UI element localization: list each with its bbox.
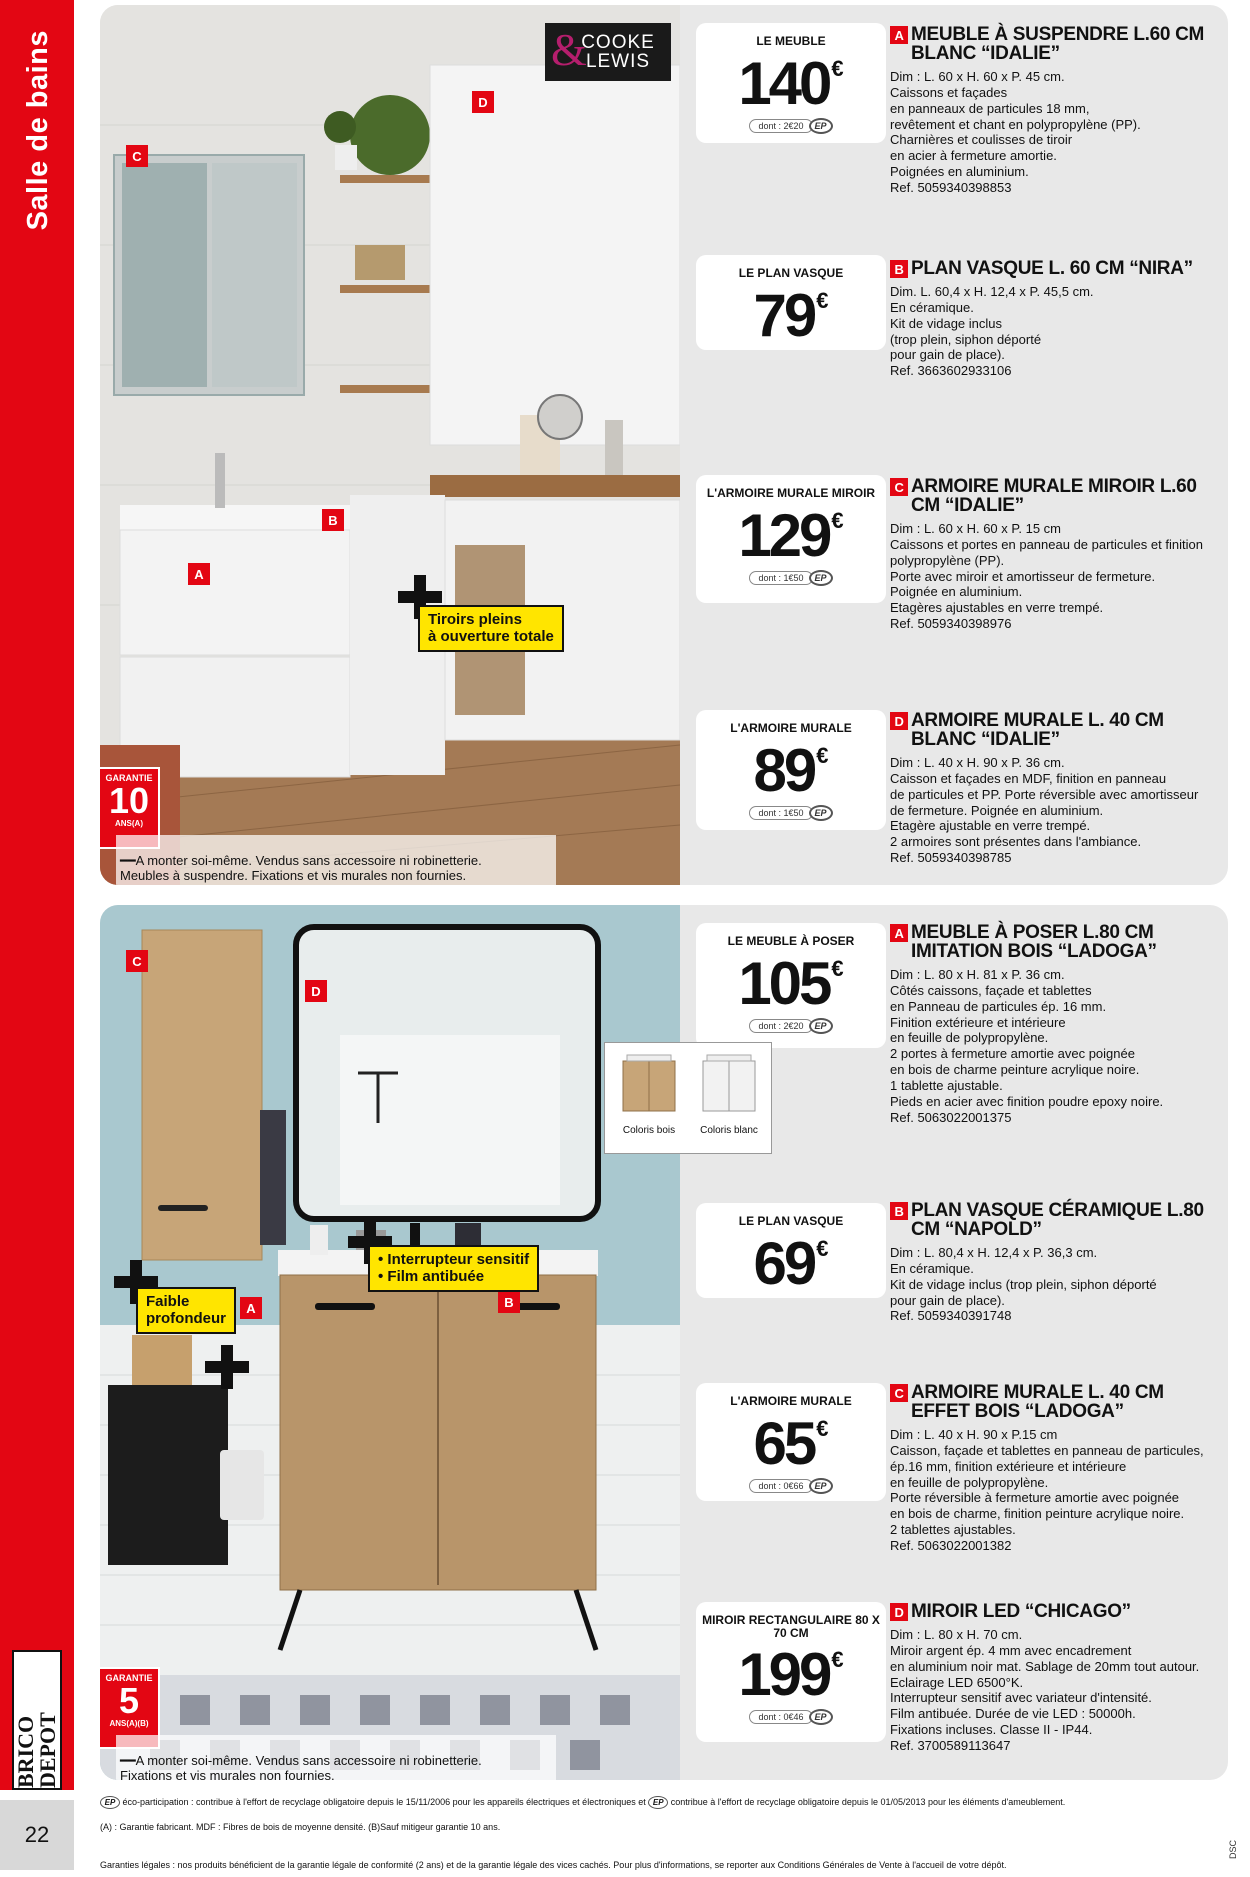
product-desc-a-top: A MEUBLE À SUSPENDRE L.60 CM BLANC “IDALIE” Dim : L. 60 x H. 60 x P. 45 cm. Caissons et façades en panneaux de particules 18 mm, revêtement et chant en polypropylène (PP). Charnières et coulisses de tiroir en acier à fermeture amortie. Poignées en aluminium. Ref. 5059340398853 xyxy=(890,24,1205,196)
photo-tag-b: B xyxy=(498,1291,520,1313)
price-value: 89 € xyxy=(753,736,829,804)
wrench-icon: ━━ xyxy=(120,1752,136,1768)
product-desc-b-top: B PLAN VASQUE L. 60 CM “NIRA” Dim. L. 60,4 x H. 12,4 x P. 45,5 cm. En céramique. Kit de vidage inclus (trop plein, siphon déporté pour gain de place). Ref. 3663602933106 xyxy=(890,258,1193,379)
color-variants-box xyxy=(604,1042,772,1154)
price-box-armoire-miroir: L'ARMOIRE MURALE MIROIR 129 € dont : 1€50 EP xyxy=(696,475,886,603)
price-value: 199 € xyxy=(738,1641,844,1709)
price-box-armoire-murale: L'ARMOIRE MURALE 65 € dont : 0€66 EP xyxy=(696,1383,886,1501)
color-label-white: Coloris blanc xyxy=(700,1125,758,1136)
callout-drawers: Tiroirs pleins à ouverture totale xyxy=(418,605,564,652)
footer-notes: (A) : Garantie fabricant. MDF : Fibres de bois de moyenne densité. (B)Sauf mitigeur garantie 10 ans. xyxy=(100,1822,501,1832)
bathroom-white-illustration xyxy=(100,5,680,885)
callout-depth: Faible profondeur xyxy=(136,1287,236,1334)
garantie-badge-10: GARANTIE 10 ANS(A) xyxy=(100,767,160,849)
price-box-meuble: LE MEUBLE 140 € dont : 2€20 EP xyxy=(696,23,886,143)
photo-tag-b: B xyxy=(322,509,344,531)
callout-sensor: • Interrupteur sensitif • Film antibuée xyxy=(368,1245,539,1292)
ep-icon: EP xyxy=(809,118,833,134)
photo-tag-a: A xyxy=(188,563,210,585)
eco-participation: dont : 1€50 EP xyxy=(749,805,832,821)
product-desc-d-top: D ARMOIRE MURALE L. 40 CM BLANC “IDALIE” Dim : L. 40 x H. 90 x P. 36 cm. Caisson et façades en MDF, finition en panneau de particules et PP. Porte réversible avec amortisseur de fermeture. Poignée en aluminium. Etagère ajustable en verre trempé. 2 armoires sont présentes dans l'ambiance. Ref. 5059340398785 xyxy=(890,710,1199,866)
bathroom-photo-white xyxy=(100,5,680,885)
eco-participation: dont : 0€46 EP xyxy=(749,1709,832,1725)
ep-icon: EP xyxy=(809,1709,833,1725)
footer-eco: EP éco-participation : contribue à l'effort de recyclage obligatoire depuis le 15/11/2006 pour les appareils électriques et électroniques et EP contribue à l'effort de recyclage obligatoire depuis le 01/05/2013 pour les éléments d'ameublement. xyxy=(100,1796,1220,1809)
disclaimer-bottom: ━━A monter soi-même. Vendus sans accessoire ni robinetterie. Fixations et vis murales non fournies. xyxy=(116,1735,556,1780)
price-value: 140 € xyxy=(738,49,844,117)
ep-icon: EP xyxy=(100,1796,120,1809)
cooke-lewis-logo: & COOKE LEWIS xyxy=(545,23,671,81)
disclaimer-top: ━━A monter soi-même. Vendus sans accessoire ni robinetterie. Meubles à suspendre. Fixations et vis murales non fournies. xyxy=(116,835,556,885)
price-value: 69 € xyxy=(753,1229,829,1297)
ep-icon: EP xyxy=(648,1796,668,1809)
price-value: 79 € xyxy=(753,281,829,349)
price-value: 129 € xyxy=(738,501,844,569)
product-desc-b-bottom: B PLAN VASQUE CÉRAMIQUE L.80 CM “NAPOLD” Dim : L. 80,4 x H. 12,4 x P. 36,3 cm. En céramique. Kit de vidage inclus (trop plein, siphon déporté pour gain de place). Ref. 5059340391748 xyxy=(890,1200,1204,1324)
ep-icon: EP xyxy=(809,1478,833,1494)
photo-tag-a: A xyxy=(240,1297,262,1319)
product-panel-ladoga xyxy=(100,905,1228,1780)
wrench-icon: ━━ xyxy=(120,852,136,868)
price-value: 65 € xyxy=(753,1409,829,1477)
footer-code: DSC xyxy=(1228,1840,1238,1860)
eco-participation: dont : 1€50 EP xyxy=(749,570,832,586)
photo-tag-d: D xyxy=(472,91,494,113)
plus-icon xyxy=(205,1345,249,1389)
price-box-plan-vasque: LE PLAN VASQUE 69 € xyxy=(696,1203,886,1298)
footer-legal: Garanties légales : nos produits bénéficient de la garantie légale de conformité (2 ans) et de la garantie légale des vices cachés. Pour plus d'informations, se reporter aux Conditions Générales de Vente à l'accueil de votre dépôt. xyxy=(100,1860,1007,1870)
photo-tag-d: D xyxy=(305,980,327,1002)
color-label-wood: Coloris bois xyxy=(622,1125,676,1136)
product-desc-d-bottom: D MIROIR LED “CHICAGO” Dim : L. 80 x H. 70 cm. Miroir argent ép. 4 mm avec encadrement en aluminium noir mat. Sablage de 20mm tout autour. Eclairage LED 6500°K. Interrupteur sensitif avec variateur d'intensité. Film antibuée. Durée de vie LED : 50000h. Fixations incluses. Classe II - IP44. Ref. 3700589113647 xyxy=(890,1601,1200,1754)
page-number: 22 xyxy=(0,1800,74,1870)
product-desc-c-bottom: C ARMOIRE MURALE L. 40 CM EFFET BOIS “LADOGA” Dim : L. 40 x H. 90 x P.15 cm Caisson, façade et tablettes en panneau de particules, ép.16 mm, finition extérieure et intérieure en feuille de polypropylène. Porte réversible à fermeture amortie avec poignée en bois de charme, finition peinture acrylique noire. 2 tablettes ajustables. Ref. 5063022001382 xyxy=(890,1382,1204,1554)
eco-participation: dont : 2€20 EP xyxy=(749,1018,832,1034)
photo-tag-c: C xyxy=(126,950,148,972)
cabinet-thumbnails xyxy=(605,1043,773,1123)
price-box-miroir: MIROIR RECTANGULAIRE 80 X 70 CM 199 € dont : 0€46 EP xyxy=(696,1602,886,1742)
product-desc-c-top: C ARMOIRE MURALE MIROIR L.60 CM “IDALIE” Dim : L. 60 x H. 60 x P. 15 cm Caissons et portes en panneau de particules et finition polypropylène (PP). Porte avec miroir et amortisseur de fermeture. Poignée en aluminium. Etagères ajustables en verre trempé. Ref. 5059340398976 xyxy=(890,476,1203,632)
price-box-plan-vasque: LE PLAN VASQUE 79 € xyxy=(696,255,886,350)
bathroom-wood-illustration xyxy=(100,905,680,1780)
eco-participation: dont : 2€20 EP xyxy=(749,118,832,134)
garantie-badge-5: GARANTIE 5 ANS(A)(B) xyxy=(100,1667,160,1749)
sidebar xyxy=(0,0,74,1877)
ep-icon: EP xyxy=(809,1018,833,1034)
price-value: 105 € xyxy=(738,949,844,1017)
photo-tag-c: C xyxy=(126,145,148,167)
product-panel-idalie xyxy=(100,5,1228,885)
ep-icon: EP xyxy=(809,805,833,821)
section-title: Salle de bains xyxy=(21,30,54,231)
ep-icon: EP xyxy=(809,570,833,586)
brico-depot-logo: BRICO DEPOT xyxy=(12,1650,62,1790)
product-desc-a-bottom: A MEUBLE À POSER L.80 CM IMITATION BOIS “LADOGA” Dim : L. 80 x H. 81 x P. 36 cm. Côtés caissons, façade et tablettes en Panneau de particules ép. 16 mm. Finition extérieure et intérieure en feuille de polypropylène. 2 portes à fermeture amortie avec poignée en bois de charme peinture acrylique noire. 1 tablette ajustable. Pieds en acier avec finition poudre epoxy noire. Ref. 5063022001375 xyxy=(890,922,1164,1125)
price-box-meuble-poser: LE MEUBLE À POSER 105 € dont : 2€20 EP xyxy=(696,923,886,1048)
eco-participation: dont : 0€66 EP xyxy=(749,1478,832,1494)
bathroom-photo-wood xyxy=(100,905,680,1780)
price-box-armoire-murale: L'ARMOIRE MURALE 89 € dont : 1€50 EP xyxy=(696,710,886,830)
